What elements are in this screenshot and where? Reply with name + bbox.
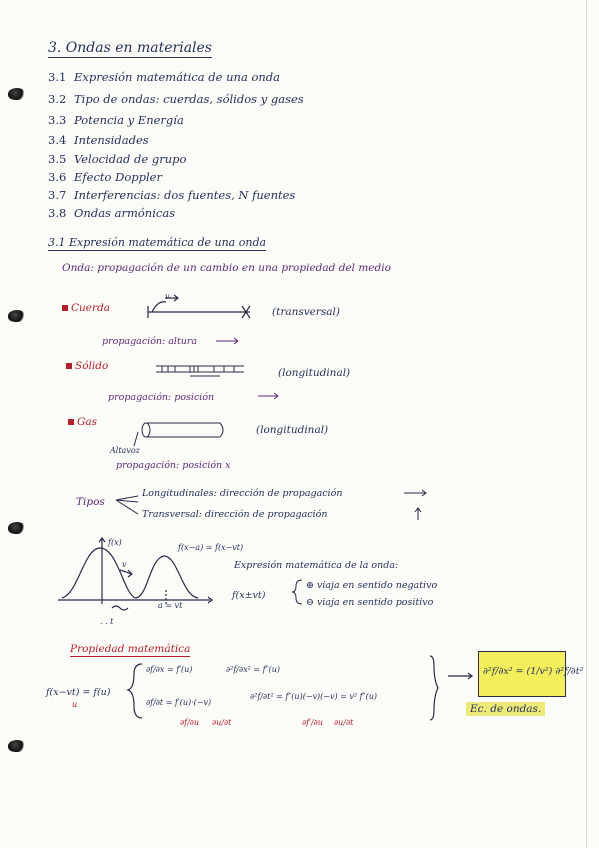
cuerda-propagation: propagación: altura bbox=[102, 336, 198, 347]
property-sub1: ∂f/∂u bbox=[180, 718, 200, 727]
property-row2b: ∂²f/∂t² = f″(u)(−v)(−v) = v² f″(u) bbox=[250, 692, 378, 701]
property-sub3: ∂f′/∂u bbox=[302, 718, 323, 727]
expression-minus: ⊖ viaja en sentido positivo bbox=[306, 597, 434, 608]
type-solido-label: Sólido bbox=[66, 360, 108, 372]
property-sub2: ∂u/∂t bbox=[212, 718, 232, 727]
wave-equation-label: Ec. de ondas. bbox=[466, 702, 545, 716]
section-heading: 3.1 Expresión matemática de una onda bbox=[48, 236, 267, 249]
brace-icon bbox=[128, 656, 472, 720]
type-cuerda-label: Cuerda bbox=[62, 302, 110, 314]
property-sub4: ∂u/∂t bbox=[334, 718, 354, 727]
expression-lhs: f(x±vt) bbox=[232, 590, 266, 601]
wave-equation: ∂²f/∂x² = (1/v²) ∂²f/∂t² bbox=[483, 666, 584, 677]
property-row2a: ∂f/∂t = f′(u)·(−v) bbox=[146, 698, 212, 707]
property-row1a: ∂f/∂x = f′(u) bbox=[146, 665, 193, 674]
tipos-label: Tipos bbox=[76, 496, 105, 508]
property-u-label: u bbox=[72, 700, 78, 709]
wave-graph bbox=[58, 538, 212, 610]
graph-shifted-label: f(x−a) = f(x−vt) bbox=[178, 543, 244, 552]
solid-sketch-icon bbox=[156, 366, 244, 376]
property-lhs: f(x−vt) = f(u) bbox=[46, 687, 111, 698]
cuerda-kind: (transversal) bbox=[272, 306, 341, 318]
definition-text: Onda: propagación de un cambio en una propiedad del medio bbox=[62, 262, 391, 274]
expression-title: Expresión matemática de la onda: bbox=[234, 560, 399, 571]
toc-item: 3.7 Interferencias: dos fuentes, N fuentes bbox=[48, 188, 296, 202]
property-row1b: ∂²f/∂x² = f″(u) bbox=[226, 665, 280, 674]
property-heading: Propiedad matemática bbox=[70, 643, 191, 655]
toc-item: 3.5 Velocidad de grupo bbox=[48, 152, 187, 166]
graph-y-label: f(x) bbox=[108, 538, 122, 547]
brace-icon bbox=[292, 580, 302, 604]
gas-tube-sketch-icon bbox=[134, 423, 223, 446]
toc-item: 3.3 Potencia y Energía bbox=[48, 113, 184, 127]
gas-extra-label: Altavoz bbox=[110, 446, 140, 455]
toc-item: 3.2 Tipo de ondas: cuerdas, sólidos y gases bbox=[48, 92, 304, 106]
graph-x-label: a = vt bbox=[158, 601, 183, 610]
toc-item: 3.8 Ondas armónicas bbox=[48, 206, 176, 220]
arrow-right-icon bbox=[216, 338, 238, 344]
string-sketch-icon bbox=[148, 295, 250, 318]
solido-propagation: propagación: posición bbox=[108, 392, 215, 403]
toc-item: 3.6 Efecto Doppler bbox=[48, 170, 162, 184]
gas-propagation: propagación: posición x bbox=[116, 460, 231, 471]
graph-v-label: v bbox=[122, 560, 127, 569]
arrow-right-icon bbox=[258, 393, 278, 399]
brace-arrows-icon bbox=[116, 490, 426, 520]
cuerda-v-label: v bbox=[165, 292, 170, 301]
toc-item: 3.4 Intensidades bbox=[48, 133, 149, 147]
toc-item: 3.1 Expresión matemática de una onda bbox=[48, 70, 281, 84]
tipos-longitudinales: Longitudinales: dirección de propagación bbox=[142, 488, 343, 499]
expression-plus: ⊕ viaja en sentido negativo bbox=[306, 580, 438, 591]
type-gas-label: Gas bbox=[68, 416, 97, 428]
graph-t-label: . . t bbox=[100, 617, 114, 626]
page-title: 3. Ondas en materiales bbox=[48, 40, 212, 56]
tipos-transversal: Transversal: dirección de propagación bbox=[142, 509, 328, 520]
gas-kind: (longitudinal) bbox=[256, 424, 329, 436]
solido-kind: (longitudinal) bbox=[278, 367, 351, 379]
